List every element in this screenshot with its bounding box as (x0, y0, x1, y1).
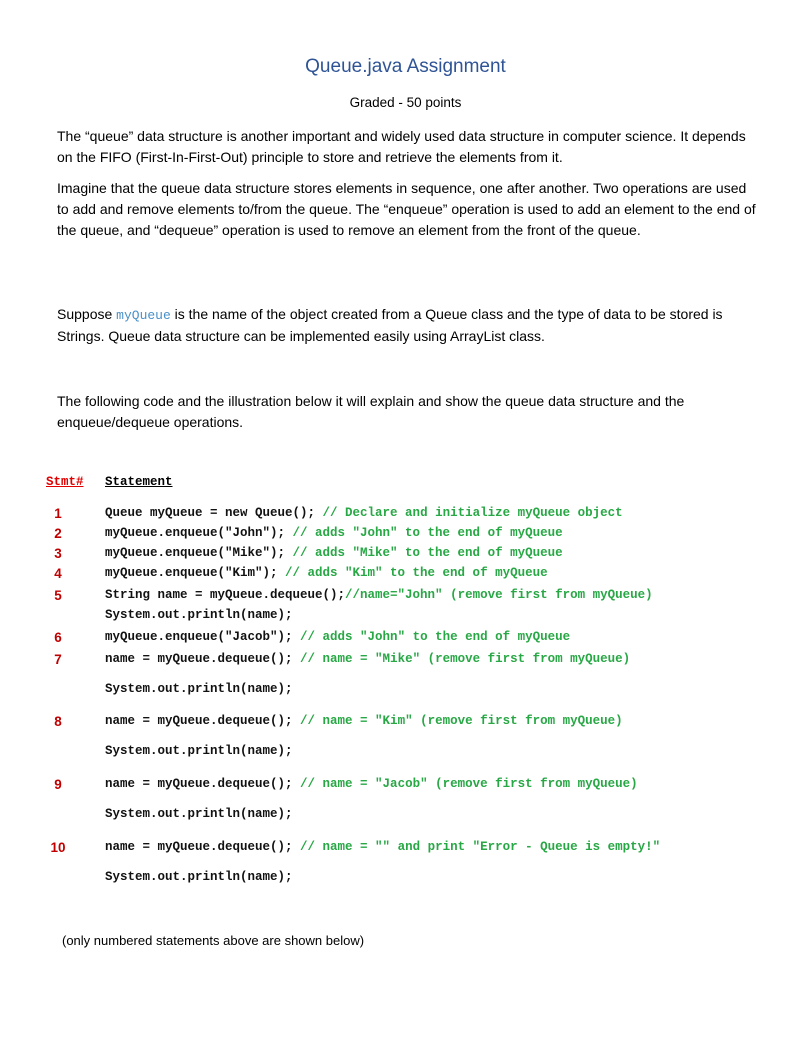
code-statement: name = myQueue.dequeue(); (105, 714, 301, 728)
code-row (46, 744, 786, 762)
code-comment: // adds "Kim" to the end of myQueue (285, 566, 548, 580)
paragraph-myqueue-before: Suppose (57, 306, 117, 322)
code-row (46, 526, 786, 544)
code-row (46, 566, 786, 584)
code-line (105, 744, 293, 758)
paragraph-illustration: The following code and the illustration below it will explain and show the queue data structure and the enqueue/dequeue operations. (57, 393, 685, 430)
code-row (46, 506, 786, 524)
code-line (105, 630, 570, 644)
code-comment: // name = "Kim" (remove first from myQueue) (300, 714, 623, 728)
paragraph-operations: Imagine that the queue data structure stores elements in sequence, one after another. Two operations are used to add and remove elements to/from the queue. The “enqueue” operation is used to add an element to the end of the queue, and “dequeue” operation is used to remove an element from the front of the queue. (57, 180, 756, 238)
code-statement: System.out.println(name); (105, 807, 293, 821)
code-line (105, 807, 293, 821)
code-line (105, 588, 653, 602)
paragraph-myqueue-after: is the name of the object created from a Queue class and the type of data to be stored is Strings. Queue data structure can be implemented easily using ArrayList class. (57, 306, 723, 344)
code-statement: System.out.println(name); (105, 608, 293, 622)
code-row (46, 807, 786, 825)
code-line (105, 840, 660, 854)
code-comment: // name = "Jacob" (remove first from myQueue) (300, 777, 638, 791)
code-row (46, 777, 786, 795)
code-row (46, 608, 786, 626)
statement-number: 6 (54, 630, 62, 645)
code-line (105, 870, 293, 884)
code-row (46, 546, 786, 564)
code-comment: //name="John" (remove first from myQueue) (345, 588, 653, 602)
code-row (46, 588, 786, 606)
code-statement: name = myQueue.dequeue(); (105, 777, 301, 791)
statement-number: 5 (54, 588, 62, 603)
statement-number: 10 (50, 840, 66, 855)
code-comment: // adds "Mike" to the end of myQueue (292, 546, 563, 560)
code-row (46, 840, 786, 858)
code-statement: myQueue.enqueue("John"); (105, 526, 293, 540)
code-comment: // adds "John" to the end of myQueue (300, 630, 571, 644)
page-subtitle: Graded - 50 points (349, 95, 462, 110)
inline-code-myqueue: myQueue (116, 308, 171, 323)
header-statement: Statement (105, 475, 173, 489)
code-statement: name = myQueue.dequeue(); (105, 652, 301, 666)
statement-number: 2 (54, 526, 62, 541)
code-statement: System.out.println(name); (105, 744, 293, 758)
code-line (105, 682, 293, 696)
code-row (46, 652, 786, 670)
code-statement: myQueue.enqueue("Jacob"); (105, 630, 301, 644)
statement-number: 3 (54, 546, 62, 561)
statement-number: 1 (54, 506, 62, 521)
code-comment: // name = "" and print "Error - Queue is empty!" (300, 840, 661, 854)
code-line (105, 608, 293, 622)
code-row (46, 630, 786, 648)
code-line (105, 506, 623, 520)
code-statement: System.out.println(name); (105, 870, 293, 884)
code-statement: String name = myQueue.dequeue(); (105, 588, 346, 602)
header-stmt-number: Stmt# (46, 475, 84, 489)
code-statement: System.out.println(name); (105, 682, 293, 696)
code-line (105, 777, 638, 791)
code-row (46, 870, 786, 888)
statement-number: 8 (54, 714, 62, 729)
code-statement: myQueue.enqueue("Mike"); (105, 546, 293, 560)
paragraph-intro: The “queue” data structure is another important and widely used data structure in computer science. It depends on the FIFO (First-In-First-Out) principle to store and retrieve the elements from it. (57, 128, 746, 165)
code-statement: myQueue.enqueue("Kim"); (105, 566, 286, 580)
code-row (46, 714, 786, 732)
code-line (105, 652, 630, 666)
statement-number: 9 (54, 777, 62, 792)
code-line (105, 566, 548, 580)
code-line (105, 526, 563, 540)
paragraph-myqueue (57, 304, 757, 347)
statement-number: 4 (54, 566, 62, 581)
statement-number: 7 (54, 652, 62, 667)
page-title: Queue.java Assignment (305, 56, 506, 77)
code-line (105, 546, 563, 560)
code-statement: name = myQueue.dequeue(); (105, 840, 301, 854)
code-row (46, 682, 786, 700)
footer-note: (only numbered statements above are shown below) (62, 933, 365, 948)
code-comment: // name = "Mike" (remove first from myQueue) (300, 652, 631, 666)
code-statement: Queue myQueue = new Queue(); (105, 506, 323, 520)
code-line (105, 714, 623, 728)
code-comment: // Declare and initialize myQueue object (322, 506, 623, 520)
code-comment: // adds "John" to the end of myQueue (292, 526, 563, 540)
